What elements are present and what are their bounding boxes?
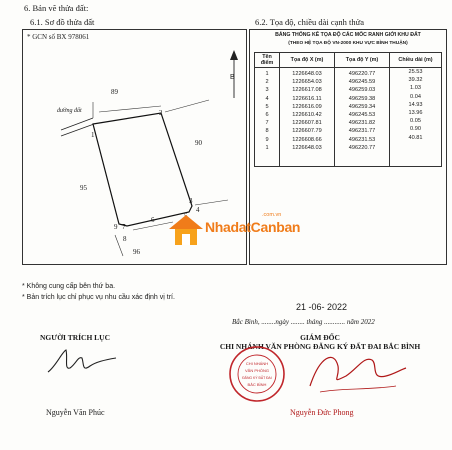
extractor-title: NGƯỜI TRÍCH LỤC [40, 333, 111, 342]
table-title: BẢNG THỐNG KÊ TỌA ĐỘ CÁC MỐC RANH GIỚI KHU ĐẤT [275, 32, 421, 38]
branch-name: CHI NHÁNH VĂN PHÒNG ĐĂNG KÝ ĐẤT ĐAI BẮC BÌNH [219, 342, 421, 351]
note-purpose: * Bản trích lục chỉ phục vụ nhu cầu xác định vị trí. [22, 294, 175, 301]
parcel-number: 89 [111, 88, 118, 96]
parcel-number: 90 [195, 139, 202, 147]
vertex-label: 8 [123, 235, 127, 243]
road-lines [61, 118, 94, 136]
coords-heading: 6.2. Tọa độ, chiều dài cạnh thửa [255, 17, 365, 27]
coords-table [254, 52, 442, 167]
watermark-domain: .com.vn [262, 212, 282, 218]
parcel-number: 96 [133, 248, 140, 256]
svg-text:ĐĂNG KÝ ĐẤT ĐAI: ĐĂNG KÝ ĐẤT ĐAI [242, 376, 272, 380]
table-row [255, 68, 442, 167]
y-coords-cell: 496220.77 496245.59 496259.03 496259.38 496259.34 496245.53 496231.82 496231.77 496231.53 496220.77 [335, 68, 390, 167]
col-header: Tọa độ Y (m) [335, 53, 390, 68]
point-names-cell: 1 2 3 4 5 6 7 8 9 1 [255, 68, 280, 167]
vertex-label: 7 [122, 223, 126, 231]
north-arrow-head [230, 50, 238, 60]
parcel-boundary [93, 113, 192, 226]
svg-text:BẮC BÌNH: BẮC BÌNH [247, 382, 267, 387]
extractor-signature [42, 344, 122, 384]
watermark-brand: NhadatCanban [205, 219, 301, 235]
col-header: Tên điểm [255, 53, 280, 68]
section-heading: 6. Bản vẽ thửa đất: [24, 3, 89, 13]
gcn-number: * GCN số BX 978061 [27, 33, 90, 41]
director-title: GIÁM ĐỐC [300, 333, 340, 342]
place-date-line: Bắc Bình, ........ngày ........ tháng ............ năm 2022 [232, 318, 375, 326]
vertex-label: 6 [151, 216, 155, 224]
vertex-label: 2 [159, 109, 163, 117]
svg-text:CHI NHÁNH: CHI NHÁNH [245, 361, 269, 366]
parcel-number: 95 [80, 184, 87, 192]
vertex-label: 4 [196, 206, 200, 214]
col-header: Tọa độ X (m) [280, 53, 335, 68]
note-third-party: * Không cung cấp bên thứ ba. [22, 283, 116, 290]
lengths-cell: 25.53 39.32 1.03 0.04 14.93 13.96 0.05 0.90 40.81 [390, 68, 442, 167]
table-subtitle: (THEO HỆ TỌA ĐỘ VN-2000 KHU VỰC BÌNH THUẬN) [288, 41, 408, 46]
official-seal [227, 344, 287, 404]
director-name: Nguyễn Đức Phong [290, 408, 354, 417]
road-label: đường đất [57, 108, 82, 114]
vertex-label: 3 [189, 197, 193, 205]
sketch-heading: 6.1. Sơ đồ thửa đất [30, 17, 95, 27]
director-signature [300, 346, 410, 400]
vertex-label: 9 [114, 223, 118, 231]
extractor-name: Nguyễn Văn Phúc [46, 408, 105, 417]
north-label: B [230, 74, 235, 81]
svg-text:VĂN PHÒNG: VĂN PHÒNG [244, 368, 270, 373]
vertex-label: 1 [91, 131, 95, 139]
x-coords-cell: 1226648.03 1226654.03 1226617.08 1226616.11 1226616.09 1226610.42 1226607.81 1226607.79 1226608.66 1226648.03 [280, 68, 335, 167]
date-stamp: 21 -06- 2022 [296, 302, 348, 312]
house-logo-icon [166, 212, 206, 248]
col-header: Chiều dài (m) [390, 53, 442, 68]
